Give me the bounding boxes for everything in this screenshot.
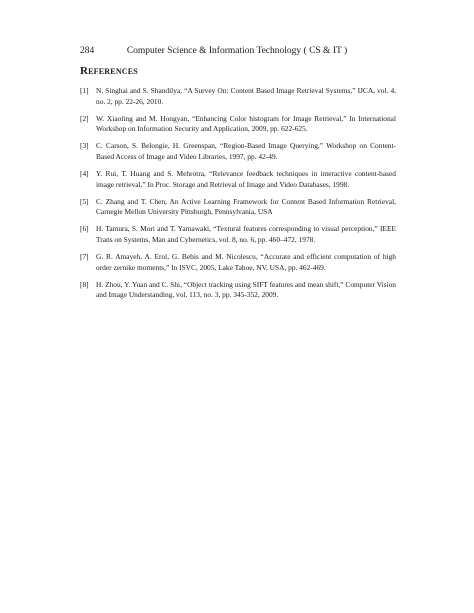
reference-item <box>80 252 396 273</box>
section-heading: References <box>80 65 138 77</box>
reference-item <box>80 224 396 245</box>
reference-number: [7] <box>80 252 89 262</box>
page-header <box>80 44 394 58</box>
reference-text: H. Zhou, Y. Yuan and C. Shi, “Object tracking using SIFT features and mean shift,” Computer Vision and Image Understanding, vol. 113, no. 3, pp. 345-352, 2009. <box>96 279 396 300</box>
reference-number: [3] <box>80 141 89 151</box>
reference-number: [5] <box>80 196 89 206</box>
reference-text: N. Singhai and S. Shandilya, “A Survey On: Content Based Image Retrieval Systems,” IJCA, vol. 4, no. 2, pp. 22-26, 2010. <box>96 86 396 106</box>
reference-item <box>80 197 396 218</box>
reference-item <box>80 114 396 135</box>
reference-number: [2] <box>80 113 89 123</box>
reference-item <box>80 280 396 301</box>
reference-item <box>80 141 396 162</box>
reference-text: H. Tamura, S. Mori and T. Yamawaki, “Textural features corresponding to visual perception,” IEEE Trans on Systems, Man and Cybernetics, vol. 8, no. 6, pp. 460–472, 1978. <box>96 224 396 244</box>
running-title: Computer Science & Information Technology ( CS & IT ) <box>126 46 348 56</box>
reference-number: [8] <box>80 279 89 289</box>
reference-text: C. Zhang and T. Chen, An Active Learning Framework for Content Based Information Retrieval, Carnegie Mellon University Pittsburgh, Pennsylvania, USA <box>96 196 396 217</box>
reference-number: [6] <box>80 224 89 234</box>
reference-list <box>80 86 396 308</box>
reference-text: Y. Rui, T. Huang and S. Mehrotra, “Relevance feedback techniques in interactive content-based image retrieval,” In Proc. Storage and Retrieval of Image and Video Databases, 1998. <box>96 169 396 189</box>
reference-item <box>80 169 396 190</box>
reference-item <box>80 86 396 107</box>
reference-number: [4] <box>80 169 89 179</box>
page-number: 284 <box>80 46 95 56</box>
reference-text: W. Xiaoling and M. Hongyan, “Enhancing Color histogram for Image Retrieval,” In International Workshop on Information Security and Application, 2009, pp. 622-625. <box>96 113 396 134</box>
reference-number: [1] <box>80 86 89 95</box>
reference-text: G. R. Amayeh, A. Erol, G. Bebis and M. Nicolescu, “Accurate and efficient computation of high order zernike moments,” In ISVC, 2005, Lake Tahoe, NV, USA, pp. 462-469. <box>96 252 396 272</box>
reference-text: C. Carson, S. Belongie, H. Greenspan, “Region-Based Image Querying,” Workshop on Content-Based Access of Image and Video Libraries, 1997, pp. 42-49. <box>96 141 396 161</box>
